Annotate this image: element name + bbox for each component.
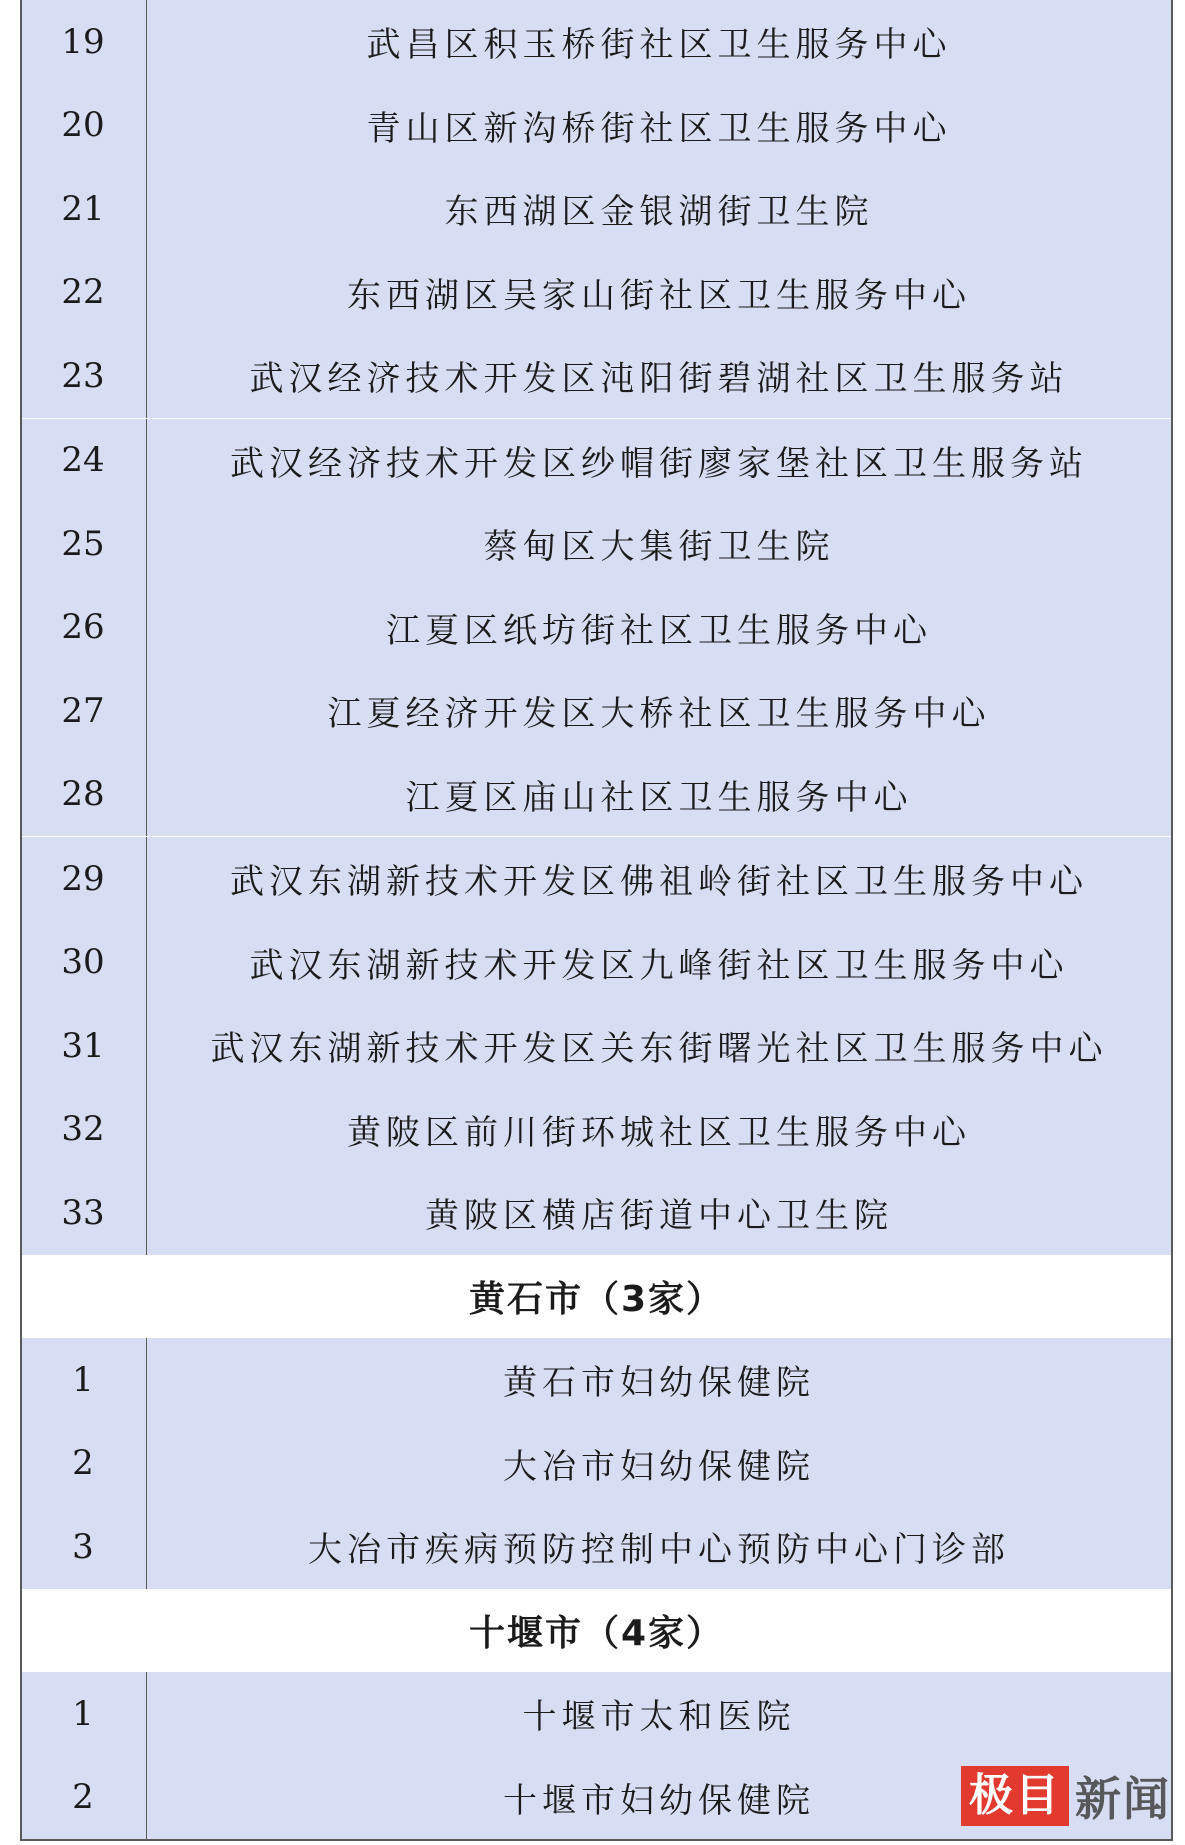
row-number: 21 [22, 167, 147, 251]
row-number: 33 [22, 1171, 147, 1255]
table-row [22, 251, 1171, 335]
table-row [22, 1505, 1171, 1589]
wuhan-rows [22, 0, 1171, 1255]
row-number: 23 [22, 334, 147, 418]
row-number: 29 [22, 837, 147, 921]
institution-name: 大冶市疾病预防控制中心预防中心门诊部 [308, 1530, 1010, 1571]
table-row [22, 334, 1171, 418]
table-row [22, 669, 1171, 753]
row-number: 1 [22, 1672, 147, 1756]
row-number: 3 [22, 1505, 147, 1589]
row-number: 30 [22, 921, 147, 1005]
row-number: 2 [22, 1422, 147, 1506]
table-row [22, 84, 1171, 168]
hospital-list-table [20, 0, 1173, 1841]
table-row [22, 0, 1171, 84]
row-number: 24 [22, 419, 147, 503]
institution-name: 黄陂区横店街道中心卫生院 [425, 1196, 893, 1237]
institution-name: 武汉经济技术开发区沌阳街碧湖社区卫生服务站 [249, 359, 1069, 400]
watermark-logo [961, 1763, 1171, 1829]
table-row [22, 753, 1171, 837]
table-row [22, 1004, 1171, 1088]
institution-name: 青山区新沟桥街社区卫生服务中心 [366, 108, 952, 149]
section-header-shiyan: 十堰市（4家） [22, 1589, 1171, 1673]
institution-name: 十堰市太和医院 [522, 1697, 796, 1738]
row-number: 27 [22, 669, 147, 753]
institution-name: 黄陂区前川街环城社区卫生服务中心 [347, 1112, 971, 1153]
table-row [22, 1672, 1171, 1756]
row-number: 2 [22, 1756, 147, 1840]
institution-name: 东西湖区金银湖街卫生院 [444, 192, 874, 233]
institution-name: 大冶市妇幼保健院 [503, 1446, 815, 1487]
table-row [22, 1338, 1171, 1422]
row-number: 32 [22, 1088, 147, 1172]
table-row [22, 1171, 1171, 1255]
institution-name: 武汉东湖新技术开发区九峰街社区卫生服务中心 [249, 945, 1069, 986]
institution-name: 江夏区庙山社区卫生服务中心 [405, 777, 913, 818]
row-number: 28 [22, 753, 147, 837]
institution-name: 武汉东湖新技术开发区关东街曙光社区卫生服务中心 [210, 1029, 1108, 1070]
institution-name: 蔡甸区大集街卫生院 [483, 527, 835, 568]
institution-name: 武汉东湖新技术开发区佛祖岭街社区卫生服务中心 [230, 862, 1088, 903]
row-number: 22 [22, 251, 147, 335]
table-row [22, 836, 1171, 921]
watermark-box-text: 极目 [961, 1766, 1069, 1826]
table-row [22, 1422, 1171, 1506]
institution-name: 江夏经济开发区大桥社区卫生服务中心 [327, 694, 991, 735]
section-header-huangshi: 黄石市（3家） [22, 1255, 1171, 1339]
row-number: 26 [22, 586, 147, 670]
table-row [22, 502, 1171, 586]
table-row [22, 418, 1171, 503]
institution-name: 武昌区积玉桥街社区卫生服务中心 [366, 25, 952, 66]
row-number: 31 [22, 1004, 147, 1088]
huangshi-rows [22, 1338, 1171, 1589]
row-number: 20 [22, 84, 147, 168]
institution-name: 武汉经济技术开发区纱帽街廖家堡社区卫生服务站 [230, 443, 1088, 484]
table-row [22, 586, 1171, 670]
table-row [22, 921, 1171, 1005]
institution-name: 十堰市妇幼保健院 [503, 1780, 815, 1821]
table-row [22, 167, 1171, 251]
watermark-text: 新闻 [1075, 1772, 1171, 1826]
row-number: 25 [22, 502, 147, 586]
table-row [22, 1088, 1171, 1172]
institution-name: 江夏区纸坊街社区卫生服务中心 [386, 610, 932, 651]
row-number: 19 [22, 0, 147, 84]
row-number: 1 [22, 1338, 147, 1422]
institution-name: 黄石市妇幼保健院 [503, 1363, 815, 1404]
institution-name: 东西湖区吴家山街社区卫生服务中心 [347, 275, 971, 316]
